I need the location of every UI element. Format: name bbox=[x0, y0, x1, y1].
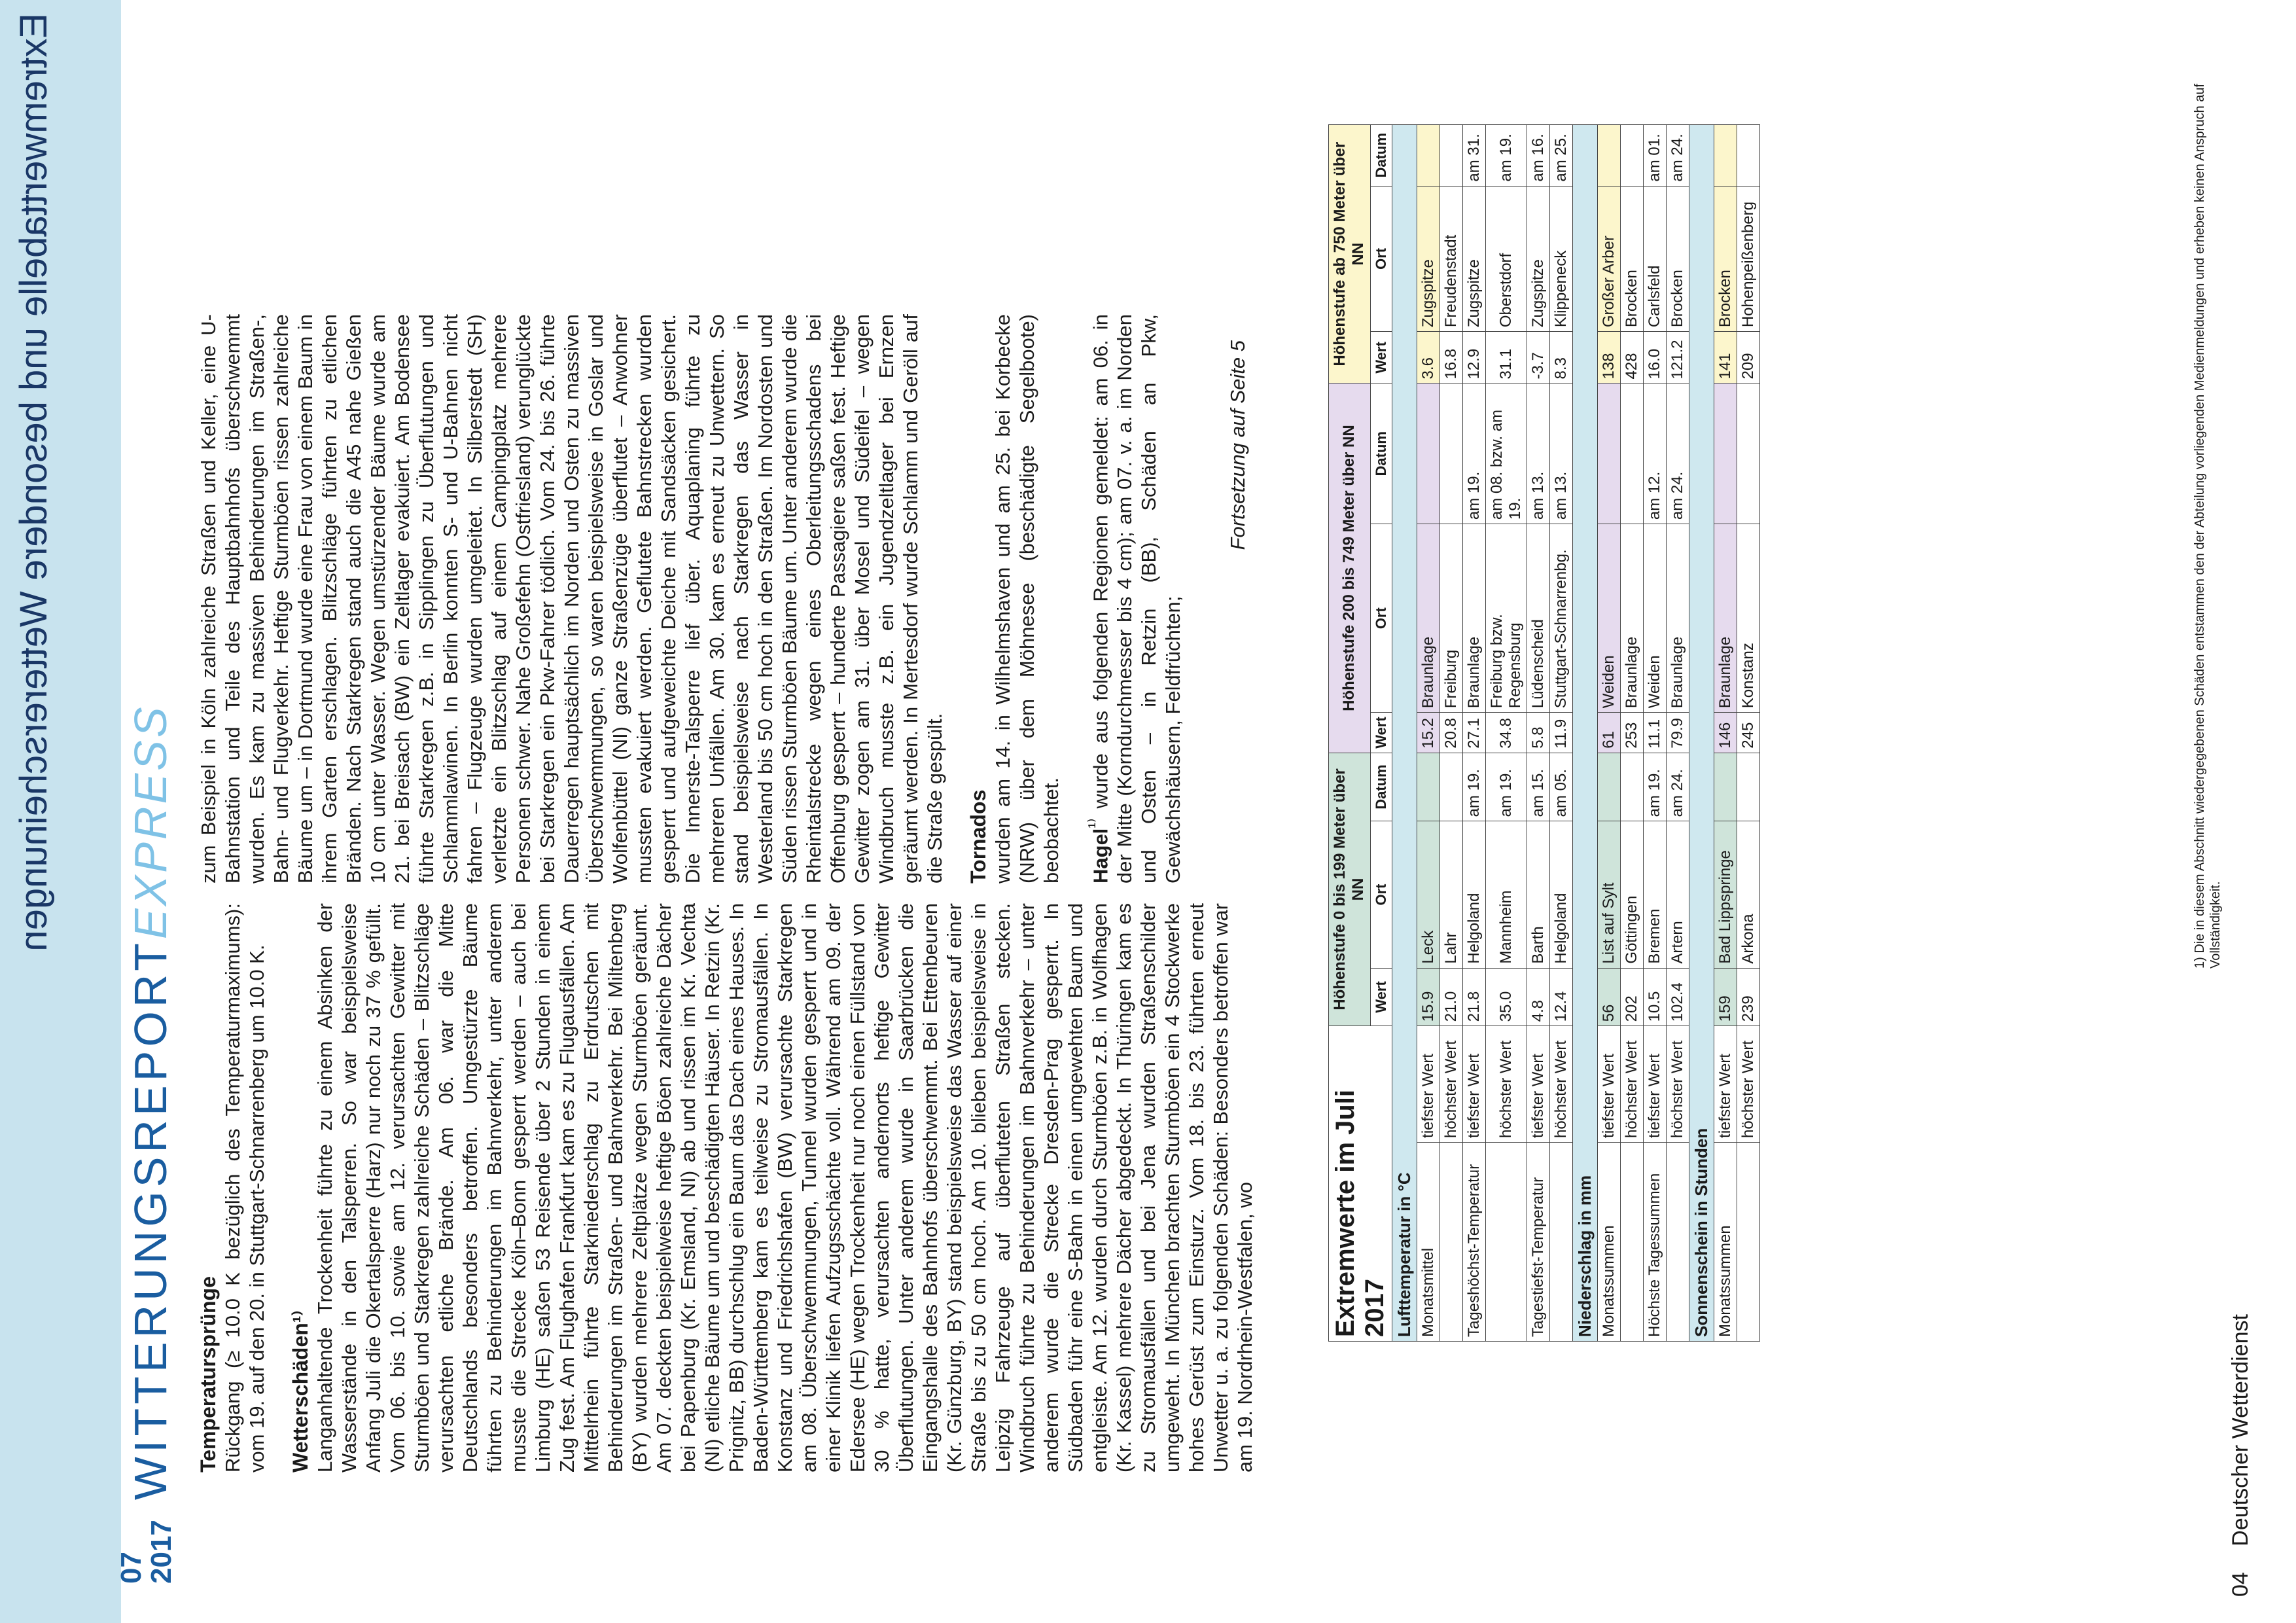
cell-ort: Helgoland bbox=[1463, 821, 1486, 968]
cell-datum bbox=[1417, 753, 1440, 821]
row-kind: höchster Wert bbox=[1737, 1026, 1760, 1143]
row-kind: tiefster Wert bbox=[1644, 1026, 1667, 1143]
table-row bbox=[1737, 125, 1760, 1342]
cell-ort: Freiburg bbox=[1440, 524, 1463, 713]
row-parameter bbox=[1737, 1142, 1760, 1341]
cell-ort: Carlsfeld bbox=[1644, 186, 1667, 332]
masthead bbox=[115, 471, 177, 1584]
cell-datum bbox=[1621, 753, 1644, 821]
cell-datum: am 01. bbox=[1644, 125, 1667, 187]
issue-year: 2017 bbox=[145, 1520, 177, 1584]
report-title-main: WITTERUNGSREPORT bbox=[125, 939, 176, 1501]
cell-datum bbox=[1714, 383, 1737, 524]
cell-ort: Hohenpeißenberg bbox=[1737, 186, 1760, 332]
cell-wert: -3.7 bbox=[1527, 332, 1550, 383]
cell-wert: 35.0 bbox=[1486, 968, 1527, 1026]
text-column-left bbox=[196, 903, 1257, 1472]
paragraph-hagel bbox=[1083, 314, 1185, 883]
cell-ort: Freudenstadt bbox=[1440, 186, 1463, 332]
cell-datum bbox=[1417, 125, 1440, 187]
cell-ort: Mannheim bbox=[1486, 821, 1527, 968]
cell-ort: Braunlage bbox=[1714, 524, 1737, 713]
cell-ort: Braunlage bbox=[1463, 524, 1486, 713]
cell-wert: 11.9 bbox=[1550, 713, 1573, 753]
cell-ort: Lahr bbox=[1440, 821, 1463, 968]
cell-ort: Klippeneck bbox=[1550, 186, 1573, 332]
cell-ort: Braunlage bbox=[1667, 524, 1689, 713]
paragraph-wetterschaeden: Langanhaltende Trockenheit führte zu einem Absinken der Wasserstände in den Talsperren. So war beispielsweise Anfang Juli die Okertalsperre (Harz) nur noch zu 37 % gefüllt. Vom 06. bis 10. sowie am 12. verursachten Gewitter mit Sturmböen und Starkregen zahlreiche Schäden – Blitzschläge verursachten etliche Brände. Am 06. war die Mitte Deutschlands besonders betroffen. Umgestürzte Bäume führten zu Behinderungen im Bahnverkehr, unter anderem musste die Strecke Köln–Bonn gesperrt werden – auch bei Limburg (HE) saßen 53 Reisende über 2 Stunden in einem Zug fest. Am Flughafen Frankfurt kam es zu Flugausfällen. Am Mittelrhein führte Starkniederschlag zu Erdrutschen mit Behinderungen im Straßen- und Bahnverkehr. Bei Miltenberg (BY) wurden mehrere Zeltplätze wegen Sturmböen geräumt. Am 07. deckten beispielweise heftige Böen zahlreiche Dächer bei Papenburg (Kr. Emsland, NI) ab und rissen im Kr. Vechta (NI) etliche Bäume um und beschädigten Häuser. In Retzin (Kr. Prignitz, BB) durchschlug ein Baum das Dach eines Hauses. In Baden-Württemberg kam es teilweise zu Stromausfällen. In Konstanz und Friedrichshafen (BW) verursachte Starkregen am 08. Überschwemmungen, Tunnel wurden gesperrt und in einer Klinik liefen Aufzugsschächte voll. Während am 09. der Edersee (HE) wegen Trockenheit nur noch einen Füllstand von 30 % hatte, verursachten andernorts heftige Gewitter Überflutungen. Unter anderem wurde in Saarbrücken die Eingangshalle des Bahnhofs überschwemmt. Bei Ettenbeuren (Kr. Günzburg, BY) stand beispielsweise das Wasser auf einer Straße bis zu 50 cm hoch. Am 10. blieben beispielsweise in Leipzig Fahrzeuge auf überfluteten Straßen stecken. Windbruch führte zu Behinderungen im Bahnverkehr – unter anderem wurde die Strecke Dresden-Prag gesperrt. In Südbaden führ eine S-Bahn in einen umgewehten Baum und entgleiste. Am 12. wurden durch Sturmböen z.B. in Wolfhagen (Kr. Kassel) mehrere Dächer abgedeckt. In Thüringen kam es zu Stromausfällen und bei Jena wurden Straßenschilder umgeweht. In München brachten Sturmböen ein 4 Stockwerke hohes Gerüst zum Einsturz. Vom 18. bis 23. führten erneut Unwetter u. a. zu folgenden Schäden: Besonders betroffen war am 19. Nordrhein-Westfalen, wo bbox=[313, 903, 1256, 1472]
cell-wert: 79.9 bbox=[1667, 713, 1689, 753]
hagel-text: wurde aus folgenden Regionen gemeldet: am 06. in der Mitte (Korndurchmesser bis 4 cm); am 07. v. a. im Norden und Osten – in Retzin (BB), Schäden an Pkw, Gewächshäusern, Feldfrüchten; bbox=[1089, 314, 1185, 883]
cell-ort: Barth bbox=[1527, 821, 1550, 968]
table-row bbox=[1714, 125, 1737, 1342]
table-row bbox=[1417, 125, 1440, 1342]
cell-datum bbox=[1737, 753, 1760, 821]
col-wert: Wert bbox=[1370, 713, 1392, 753]
row-parameter bbox=[1621, 1142, 1644, 1341]
table-row bbox=[1486, 125, 1527, 1342]
row-parameter bbox=[1667, 1142, 1689, 1341]
cell-wert: 141 bbox=[1714, 332, 1737, 383]
row-parameter: Monatsmittel bbox=[1417, 1142, 1440, 1341]
heading-tornados: Tornados bbox=[966, 789, 990, 883]
cell-ort: Braunlage bbox=[1621, 524, 1644, 713]
cell-datum: am 16. bbox=[1527, 125, 1550, 187]
row-kind: tiefster Wert bbox=[1463, 1026, 1486, 1143]
cell-ort: Arkona bbox=[1737, 821, 1760, 968]
group-header-3: Höhenstufe ab 750 Meter über NN bbox=[1329, 125, 1371, 383]
cell-ort: Oberstdorf bbox=[1486, 186, 1527, 332]
cell-wert: 428 bbox=[1621, 332, 1644, 383]
cell-wert: 146 bbox=[1714, 713, 1737, 753]
cell-datum: am 19. bbox=[1463, 753, 1486, 821]
cell-datum: am 25. bbox=[1550, 125, 1573, 187]
cell-datum: am 19. bbox=[1486, 753, 1527, 821]
cell-wert: 209 bbox=[1737, 332, 1760, 383]
cell-datum bbox=[1737, 125, 1760, 187]
cell-ort: Brocken bbox=[1714, 186, 1737, 332]
table-row bbox=[1644, 125, 1667, 1342]
table-row bbox=[1621, 125, 1644, 1342]
cell-datum bbox=[1621, 125, 1644, 187]
issue-label bbox=[116, 1520, 177, 1584]
row-kind: tiefster Wert bbox=[1714, 1026, 1737, 1143]
cell-ort: Artern bbox=[1667, 821, 1689, 968]
col-ort: Ort bbox=[1370, 524, 1392, 713]
cell-wert: 239 bbox=[1737, 968, 1760, 1026]
cell-wert: 21.0 bbox=[1440, 968, 1463, 1026]
row-kind: höchster Wert bbox=[1486, 1026, 1527, 1143]
group-header-1: Höhenstufe 0 bis 199 Meter über NN bbox=[1329, 753, 1371, 1026]
cell-wert: 15.2 bbox=[1417, 713, 1440, 753]
cell-datum bbox=[1440, 383, 1463, 524]
cell-datum: am 13. bbox=[1527, 383, 1550, 524]
cell-datum bbox=[1621, 383, 1644, 524]
cell-ort: Zugspitze bbox=[1463, 186, 1486, 332]
report-title bbox=[124, 704, 177, 1500]
cell-datum: am 19. bbox=[1486, 125, 1527, 187]
cell-wert: 5.8 bbox=[1527, 713, 1550, 753]
row-kind: höchster Wert bbox=[1550, 1026, 1573, 1143]
extremwerte-table-wrapper bbox=[1328, 124, 1760, 1342]
cell-wert: 102.4 bbox=[1667, 968, 1689, 1026]
cell-ort: Weiden bbox=[1644, 524, 1667, 713]
cell-ort: Weiden bbox=[1598, 524, 1621, 713]
publisher-name: Deutscher Wetterdienst bbox=[2228, 1314, 2253, 1546]
group-header-2: Höhenstufe 200 bis 749 Meter über NN bbox=[1329, 383, 1371, 753]
col-wert: Wert bbox=[1370, 332, 1392, 383]
table-row bbox=[1527, 125, 1550, 1342]
row-kind: tiefster Wert bbox=[1417, 1026, 1440, 1143]
row-parameter: Tageshöchst-Temperatur bbox=[1463, 1142, 1486, 1341]
cell-wert: 34.8 bbox=[1486, 713, 1527, 753]
row-parameter: Monatssummen bbox=[1598, 1142, 1621, 1341]
cell-ort: Stuttgart-Schnarrenbg. bbox=[1550, 524, 1573, 713]
issue-month: 07 bbox=[115, 1552, 147, 1584]
col-ort: Ort bbox=[1370, 186, 1392, 332]
cell-wert: 61 bbox=[1598, 713, 1621, 753]
heading-hagel: Hagel bbox=[1089, 828, 1112, 883]
col-datum: Datum bbox=[1370, 753, 1392, 821]
table-row bbox=[1463, 125, 1486, 1342]
col-ort: Ort bbox=[1370, 821, 1392, 968]
sidebar-band bbox=[0, 0, 121, 1623]
hagel-footnote-mark: ¹⁾ bbox=[1086, 818, 1104, 829]
cell-datum: am 15. bbox=[1527, 753, 1550, 821]
cell-datum: am 19. bbox=[1463, 383, 1486, 524]
cell-ort: Helgoland bbox=[1550, 821, 1573, 968]
row-parameter bbox=[1550, 1142, 1573, 1341]
cell-ort: Zugspitze bbox=[1527, 186, 1550, 332]
cell-wert: 27.1 bbox=[1463, 713, 1486, 753]
cell-datum: am 31. bbox=[1463, 125, 1486, 187]
row-kind: höchster Wert bbox=[1440, 1026, 1463, 1143]
cell-datum: am 24. bbox=[1667, 383, 1689, 524]
cell-datum bbox=[1714, 753, 1737, 821]
table-title: Extremwerte im Juli 2017 bbox=[1329, 1026, 1392, 1342]
cell-ort: Leck bbox=[1417, 821, 1440, 968]
footnote: 1) Die in diesem Abschnitt wiedergegebenen Schäden entstammen den der Abteilung vorliegenden Medienmeldungen und erheben keinen Anspruch auf Vollständigkeit. bbox=[2193, 83, 2223, 969]
cell-wert: 21.8 bbox=[1463, 968, 1486, 1026]
row-kind: tiefster Wert bbox=[1527, 1026, 1550, 1143]
cell-datum bbox=[1598, 383, 1621, 524]
cell-wert: 16.0 bbox=[1644, 332, 1667, 383]
row-parameter bbox=[1486, 1142, 1527, 1341]
cell-wert: 245 bbox=[1737, 713, 1760, 753]
cell-wert: 202 bbox=[1621, 968, 1644, 1026]
cell-datum bbox=[1598, 753, 1621, 821]
text-column-right bbox=[196, 314, 1250, 883]
cell-ort: Freiburg bzw. Regensburg bbox=[1486, 524, 1527, 713]
cell-wert: 11.1 bbox=[1644, 713, 1667, 753]
row-parameter: Höchste Tagessummen bbox=[1644, 1142, 1667, 1341]
cell-datum: am 19. bbox=[1644, 753, 1667, 821]
section-header: Sonnenschein in Stunden bbox=[1689, 125, 1714, 1342]
section-header: Niederschlag in mm bbox=[1573, 125, 1598, 1342]
cell-wert: 12.4 bbox=[1550, 968, 1573, 1026]
col-datum: Datum bbox=[1370, 125, 1392, 187]
cell-ort: Zugspitze bbox=[1417, 186, 1440, 332]
cell-wert: 20.8 bbox=[1440, 713, 1463, 753]
table-row bbox=[1598, 125, 1621, 1342]
cell-wert: 10.5 bbox=[1644, 968, 1667, 1026]
cell-wert: 8.3 bbox=[1550, 332, 1573, 383]
cell-datum bbox=[1440, 753, 1463, 821]
row-kind: tiefster Wert bbox=[1598, 1026, 1621, 1143]
cell-ort: Brocken bbox=[1621, 186, 1644, 332]
cell-datum bbox=[1598, 125, 1621, 187]
table-row bbox=[1440, 125, 1463, 1342]
cell-wert: 56 bbox=[1598, 968, 1621, 1026]
row-parameter: Tagestiefst-Temperatur bbox=[1527, 1142, 1550, 1341]
extremwerte-table bbox=[1328, 124, 1760, 1342]
cell-datum: am 24. bbox=[1667, 125, 1689, 187]
paragraph-tornados: wurden am 14. in Wilhelmshaven und am 25. bei Korbecke (NRW) über dem Möhnesee (beschädigte Segelboote) beobachtet. bbox=[991, 314, 1063, 883]
cell-datum: am 13. bbox=[1550, 383, 1573, 524]
heading-temperatursprünge: Temperatursprünge bbox=[196, 1276, 220, 1472]
row-parameter: Monatssummen bbox=[1714, 1142, 1737, 1341]
row-kind: höchster Wert bbox=[1667, 1026, 1689, 1143]
cell-wert: 15.9 bbox=[1417, 968, 1440, 1026]
cell-wert: 253 bbox=[1621, 713, 1644, 753]
cell-datum: am 05. bbox=[1550, 753, 1573, 821]
cell-ort: Göttingen bbox=[1621, 821, 1644, 968]
cell-datum: am 08. bzw. am 19. bbox=[1486, 383, 1527, 524]
cell-ort: Konstanz bbox=[1737, 524, 1760, 713]
cell-ort: Großer Arber bbox=[1598, 186, 1621, 332]
page-footer bbox=[2228, 1314, 2253, 1597]
cell-ort: Bad Lippspringe bbox=[1714, 821, 1737, 968]
table-row bbox=[1550, 125, 1573, 1342]
cell-wert: 16.8 bbox=[1440, 332, 1463, 383]
col-wert: Wert bbox=[1370, 968, 1392, 1026]
cell-datum: am 24. bbox=[1667, 753, 1689, 821]
cell-datum bbox=[1440, 125, 1463, 187]
table-row bbox=[1667, 125, 1689, 1342]
cell-datum bbox=[1417, 383, 1440, 524]
cell-wert: 31.1 bbox=[1486, 332, 1527, 383]
cell-datum bbox=[1714, 125, 1737, 187]
cell-wert: 3.6 bbox=[1417, 332, 1440, 383]
cell-wert: 159 bbox=[1714, 968, 1737, 1026]
continuation-note: Fortsetzung auf Seite 5 bbox=[1226, 340, 1249, 550]
page-number: 04 bbox=[2228, 1572, 2253, 1597]
cell-ort: Lüdenscheid bbox=[1527, 524, 1550, 713]
cell-ort: List auf Sylt bbox=[1598, 821, 1621, 968]
cell-wert: 12.9 bbox=[1463, 332, 1486, 383]
table-body bbox=[1392, 125, 1760, 1342]
cell-ort: Brocken bbox=[1667, 186, 1689, 332]
paragraph-temperatursprünge: Rückgang (≥ 10.0 K bezüglich des Temperaturmaximums): vom 19. auf den 20. in Stuttgart-Schnarrenberg um 10.0 K. bbox=[221, 903, 268, 1472]
cell-wert: 121.2 bbox=[1667, 332, 1689, 383]
cell-wert: 4.8 bbox=[1527, 968, 1550, 1026]
cell-ort: Braunlage bbox=[1417, 524, 1440, 713]
section-header: Lufttemperatur in °C bbox=[1392, 125, 1417, 1342]
col-datum: Datum bbox=[1370, 383, 1392, 524]
heading-wetterschaeden: Wetterschäden¹⁾ bbox=[289, 1310, 312, 1472]
row-parameter bbox=[1440, 1142, 1463, 1341]
cell-datum bbox=[1737, 383, 1760, 524]
cell-ort: Bremen bbox=[1644, 821, 1667, 968]
paragraph-continued: zum Beispiel in Köln zahlreiche Straßen und Keller, eine U-Bahnstation und Teile des Hauptbahnhofs überschwemmt wurden. Es kam zu massiven Behinderungen im Straßen-, Bahn- und Flugverkehr. Heftige Sturmböen rissen zahlreiche Bäume um – in Dortmund wurde eine Frau von einem Baum in ihrem Garten erschlagen. Blitzschläge führten zu etlichen Bränden. Nach Starkregen stand auch die A45 nahe Gießen 10 cm unter Wasser. Wegen umstürzender Bäume wurde am 21. bei Breisach (BW) ein Zeltlager evakuiert. Am Bodensee führte Starkregen z.B. in Sipplingen zu Überflutungen und Schlammlawinen. In Berlin konnten S- und U-Bahnen nicht fahren – Flugzeuge wurden umgeleitet. In Silberstedt (SH) verletzte ein Blitzschlag auf einem Campingplatz mehrere Personen schwer. Nahe Großefehn (Ostfriesland) verunglückte bei Starkregen ein Pkw-Fahrer tödlich. Vom 24. bis 26. führte Dauerregen hauptsächlich im Norden und Osten zu massiven Überschwemmungen, so waren beispielsweise in Goslar und Wolfenbüttel (NI) ganze Straßenzüge überflutet – Anwohner mussten evakuiert werden. Geflutete Bahnstrecken wurden gesperrt und aufgeweichte Deiche mit Sandsäcken gesichert. Die Innerste-Talsperre lief über. Aquaplaning führte zu mehreren Unfällen. Am 30. kam es erneut zu Unwettern. So stand beispielsweise nach Starkregen das Wasser in Westerland bis 50 cm hoch in den Straßen. Im Nordosten und Süden rissen Sturmböen Bäume um. Unter anderem wurde die Rheintalstrecke wegen eines Oberleitungsschadens bei Offenburg gesperrt – hunderte Passagiere saßen fest. Heftige Gewitter zogen am 31. über Mosel und Südeifel – wegen Windbruch musste z.B. ein Jugendzeltlager bei Ernzen geräumt werden. In Mertesdorf wurde Schlamm und Geröll auf die Straße gespült. bbox=[197, 314, 946, 883]
cell-datum: am 12. bbox=[1644, 383, 1667, 524]
cell-wert: 138 bbox=[1598, 332, 1621, 383]
sidebar-title: Extremwerttabelle und besondere Wettererscheinungen bbox=[12, 13, 55, 952]
row-kind: höchster Wert bbox=[1621, 1026, 1644, 1143]
report-title-accent: EXPRESS bbox=[125, 704, 176, 940]
